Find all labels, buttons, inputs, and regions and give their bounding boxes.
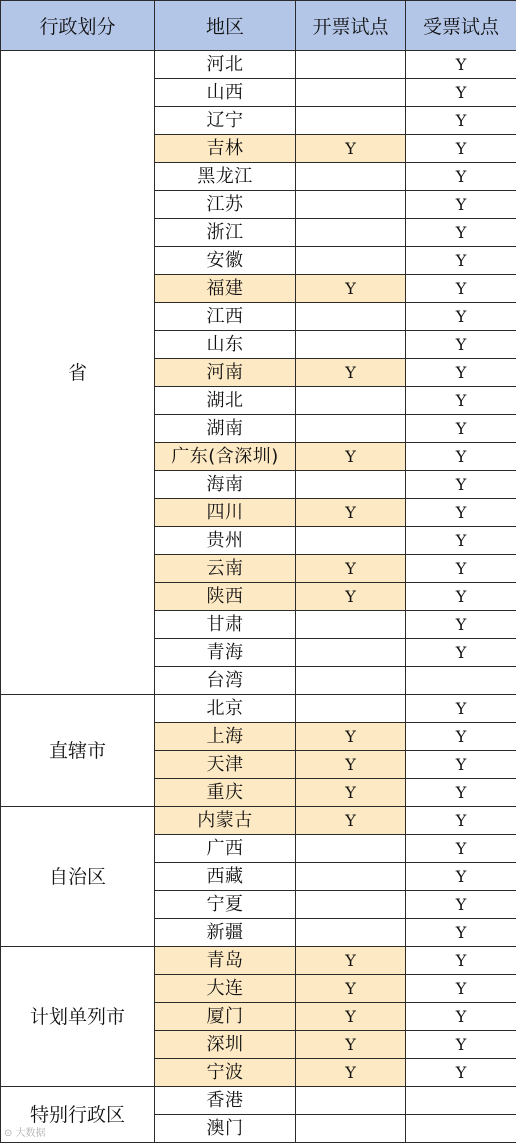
receive-pilot-cell bbox=[406, 1115, 516, 1143]
region-cell: 内蒙古 bbox=[155, 807, 296, 835]
receive-pilot-cell: Y bbox=[406, 779, 516, 807]
invoice-pilot-cell bbox=[296, 247, 406, 275]
region-cell: 香港 bbox=[155, 1087, 296, 1115]
invoice-pilot-cell bbox=[296, 1115, 406, 1143]
invoice-pilot-cell: Y bbox=[296, 779, 406, 807]
receive-pilot-cell: Y bbox=[406, 359, 516, 387]
invoice-pilot-cell bbox=[296, 695, 406, 723]
invoice-pilot-cell bbox=[296, 163, 406, 191]
receive-pilot-cell: Y bbox=[406, 863, 516, 891]
region-cell: 西藏 bbox=[155, 863, 296, 891]
invoice-pilot-cell: Y bbox=[296, 1003, 406, 1031]
table-row bbox=[1, 947, 516, 975]
invoice-pilot-cell: Y bbox=[296, 499, 406, 527]
invoice-pilot-cell bbox=[296, 415, 406, 443]
division-group-cell: 省 bbox=[1, 51, 155, 695]
invoice-pilot-cell bbox=[296, 331, 406, 359]
region-cell: 重庆 bbox=[155, 779, 296, 807]
invoice-pilot-cell bbox=[296, 107, 406, 135]
region-cell: 陕西 bbox=[155, 583, 296, 611]
invoice-pilot-cell: Y bbox=[296, 723, 406, 751]
region-cell: 深圳 bbox=[155, 1031, 296, 1059]
invoice-pilot-cell: Y bbox=[296, 947, 406, 975]
region-cell: 厦门 bbox=[155, 1003, 296, 1031]
header-division: 行政划分 bbox=[1, 1, 155, 51]
receive-pilot-cell: Y bbox=[406, 583, 516, 611]
region-cell: 四川 bbox=[155, 499, 296, 527]
invoice-pilot-cell bbox=[296, 471, 406, 499]
invoice-pilot-cell bbox=[296, 303, 406, 331]
receive-pilot-cell: Y bbox=[406, 163, 516, 191]
receive-pilot-cell: Y bbox=[406, 191, 516, 219]
region-cell: 湖南 bbox=[155, 415, 296, 443]
receive-pilot-cell bbox=[406, 1087, 516, 1115]
receive-pilot-cell: Y bbox=[406, 331, 516, 359]
receive-pilot-cell: Y bbox=[406, 499, 516, 527]
invoice-pilot-cell bbox=[296, 835, 406, 863]
receive-pilot-cell bbox=[406, 667, 516, 695]
invoice-pilot-cell: Y bbox=[296, 443, 406, 471]
region-cell: 天津 bbox=[155, 751, 296, 779]
invoice-pilot-cell: Y bbox=[296, 583, 406, 611]
division-group-cell: 直辖市 bbox=[1, 695, 155, 807]
region-cell: 海南 bbox=[155, 471, 296, 499]
table-row bbox=[1, 807, 516, 835]
invoice-pilot-cell bbox=[296, 387, 406, 415]
region-cell: 大连 bbox=[155, 975, 296, 1003]
region-cell: 贵州 bbox=[155, 527, 296, 555]
region-cell: 河南 bbox=[155, 359, 296, 387]
division-group-cell: 特别行政区 bbox=[1, 1087, 155, 1143]
receive-pilot-cell: Y bbox=[406, 835, 516, 863]
invoice-pilot-cell: Y bbox=[296, 275, 406, 303]
region-cell: 宁波 bbox=[155, 1059, 296, 1087]
invoice-pilot-cell: Y bbox=[296, 1059, 406, 1087]
table-row bbox=[1, 51, 516, 79]
region-cell: 湖北 bbox=[155, 387, 296, 415]
receive-pilot-cell: Y bbox=[406, 107, 516, 135]
invoice-pilot-cell: Y bbox=[296, 1031, 406, 1059]
header-region: 地区 bbox=[155, 1, 296, 51]
header-invoice-pilot: 开票试点 bbox=[296, 1, 406, 51]
invoice-pilot-cell: Y bbox=[296, 135, 406, 163]
table-row bbox=[1, 695, 516, 723]
invoice-pilot-cell bbox=[296, 863, 406, 891]
region-cell: 新疆 bbox=[155, 919, 296, 947]
region-cell: 浙江 bbox=[155, 219, 296, 247]
receive-pilot-cell: Y bbox=[406, 723, 516, 751]
invoice-pilot-cell bbox=[296, 1087, 406, 1115]
receive-pilot-cell: Y bbox=[406, 555, 516, 583]
region-cell: 福建 bbox=[155, 275, 296, 303]
region-cell: 河北 bbox=[155, 51, 296, 79]
region-cell: 江西 bbox=[155, 303, 296, 331]
receive-pilot-cell: Y bbox=[406, 387, 516, 415]
receive-pilot-cell: Y bbox=[406, 919, 516, 947]
receive-pilot-cell: Y bbox=[406, 1059, 516, 1087]
region-cell: 山东 bbox=[155, 331, 296, 359]
region-cell: 山西 bbox=[155, 79, 296, 107]
table-header-row bbox=[1, 1, 516, 51]
region-cell: 宁夏 bbox=[155, 891, 296, 919]
region-cell: 广西 bbox=[155, 835, 296, 863]
receive-pilot-cell: Y bbox=[406, 275, 516, 303]
invoice-pilot-cell bbox=[296, 219, 406, 247]
receive-pilot-cell: Y bbox=[406, 79, 516, 107]
receive-pilot-cell: Y bbox=[406, 1003, 516, 1031]
receive-pilot-cell: Y bbox=[406, 135, 516, 163]
invoice-pilot-cell bbox=[296, 191, 406, 219]
invoice-pilot-cell bbox=[296, 611, 406, 639]
invoice-pilot-cell bbox=[296, 527, 406, 555]
invoice-pilot-cell bbox=[296, 639, 406, 667]
invoice-pilot-cell: Y bbox=[296, 975, 406, 1003]
invoice-pilot-cell bbox=[296, 891, 406, 919]
receive-pilot-cell: Y bbox=[406, 807, 516, 835]
region-cell: 江苏 bbox=[155, 191, 296, 219]
region-cell: 广东(含深圳) bbox=[155, 443, 296, 471]
region-cell: 吉林 bbox=[155, 135, 296, 163]
receive-pilot-cell: Y bbox=[406, 891, 516, 919]
region-cell: 上海 bbox=[155, 723, 296, 751]
receive-pilot-cell: Y bbox=[406, 471, 516, 499]
header-receive-pilot: 受票试点 bbox=[406, 1, 516, 51]
region-cell: 北京 bbox=[155, 695, 296, 723]
region-cell: 安徽 bbox=[155, 247, 296, 275]
region-cell: 青岛 bbox=[155, 947, 296, 975]
invoice-pilot-cell: Y bbox=[296, 807, 406, 835]
receive-pilot-cell: Y bbox=[406, 219, 516, 247]
watermark-logo: ⊙ 大数据 bbox=[4, 1128, 46, 1139]
table-row bbox=[1, 1087, 516, 1115]
division-group-cell: 计划单列市 bbox=[1, 947, 155, 1087]
region-cell: 澳门 bbox=[155, 1115, 296, 1143]
invoice-pilot-cell: Y bbox=[296, 555, 406, 583]
receive-pilot-cell: Y bbox=[406, 443, 516, 471]
receive-pilot-cell: Y bbox=[406, 751, 516, 779]
receive-pilot-cell: Y bbox=[406, 947, 516, 975]
receive-pilot-cell: Y bbox=[406, 975, 516, 1003]
division-group-cell: 自治区 bbox=[1, 807, 155, 947]
receive-pilot-cell: Y bbox=[406, 247, 516, 275]
receive-pilot-cell: Y bbox=[406, 51, 516, 79]
region-cell: 青海 bbox=[155, 639, 296, 667]
receive-pilot-cell: Y bbox=[406, 639, 516, 667]
region-cell: 辽宁 bbox=[155, 107, 296, 135]
receive-pilot-cell: Y bbox=[406, 303, 516, 331]
invoice-pilot-cell bbox=[296, 51, 406, 79]
region-cell: 黑龙江 bbox=[155, 163, 296, 191]
receive-pilot-cell: Y bbox=[406, 695, 516, 723]
invoice-pilot-cell bbox=[296, 919, 406, 947]
receive-pilot-cell: Y bbox=[406, 611, 516, 639]
region-cell: 云南 bbox=[155, 555, 296, 583]
receive-pilot-cell: Y bbox=[406, 415, 516, 443]
table-body bbox=[1, 51, 516, 1143]
invoice-pilot-cell: Y bbox=[296, 359, 406, 387]
receive-pilot-cell: Y bbox=[406, 527, 516, 555]
region-cell: 台湾 bbox=[155, 667, 296, 695]
region-cell: 甘肃 bbox=[155, 611, 296, 639]
invoice-pilot-cell bbox=[296, 79, 406, 107]
invoice-pilot-cell: Y bbox=[296, 751, 406, 779]
invoice-pilot-cell bbox=[296, 667, 406, 695]
receive-pilot-cell: Y bbox=[406, 1031, 516, 1059]
